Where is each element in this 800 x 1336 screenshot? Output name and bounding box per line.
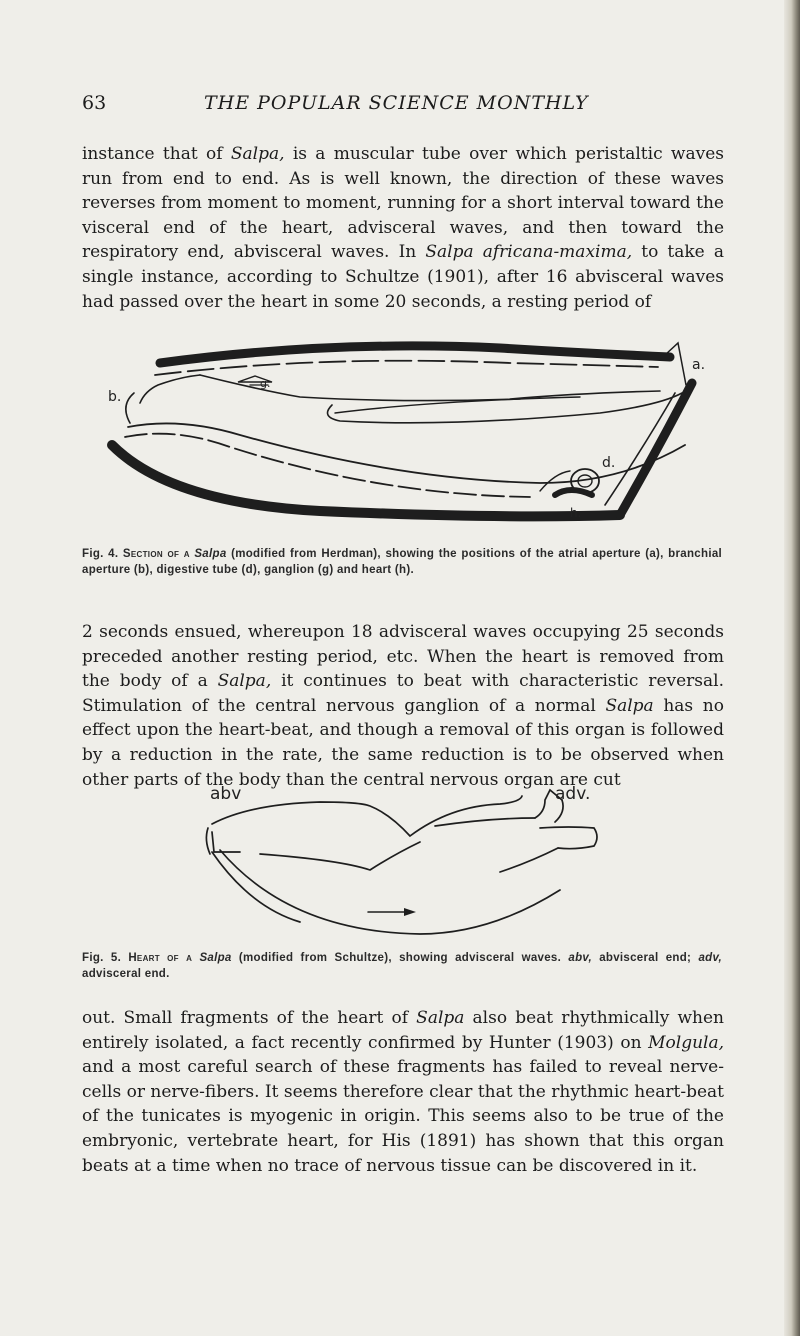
label-g: g. <box>260 377 271 390</box>
figure-4-salpa-section <box>100 335 720 525</box>
paragraph-2: 2 seconds ensued, whereupon 18 advisceral waves occupying 25 seconds preceded another resting period, etc. When the heart is removed from the body of a Salpa, it continues to beat with characteristic reversal. Stimulation of the central nervous ganglion of a normal Salpa has no effect upon the heart-beat, and though a removal of this organ is followed by a reduction in the rate, the same reduction is to be observed when other parts of the body than the central nervous organ are cut <box>82 622 724 790</box>
figure-5-caption: Fig. 5. Heart of a Salpa (modified from Schultze), showing advisceral waves. abv, abvisceral end; adv, advisceral end. <box>82 952 723 980</box>
figure-4-caption: Fig. 4. Section of a Salpa (modified from Herdman), showing the positions of the atrial aperture (a), branchial aperture (b), digestive tube (d), ganglion (g) and heart (h). <box>82 548 723 576</box>
paragraph-1: instance that of Salpa, is a muscular tube over which peristaltic waves run from end to end. As is well known, the direction of these waves reverses from moment to moment, running for a short interval toward the visceral end of the heart, advisceral waves, and then toward the respiratory end, abvisceral waves. In Salpa africana-maxima, to take a single instance, according to Schultze (1901), after 16 abvisceral waves had passed over the heart in some 20 seconds, a resting period of <box>82 144 724 312</box>
label-adv: adv. <box>555 784 591 804</box>
running-title: THE POPULAR SCIENCE MONTHLY <box>204 92 589 114</box>
paragraph-3: out. Small fragments of the heart of Salpa also beat rhythmically when entirely isolated, a fact recently confirmed by Hunter (1903) on Molgula, and a most careful search of these fragments has failed to reveal nerve-cells or nerve-fibers. It seems therefore clear that the rhythmic heart-beat of the tunicates is myogenic in origin. This seems also to be true of the embryonic, vertebrate heart, for His (1891) has shown that this organ beats at a time when no trace of nervous tissue can be discovered in it. <box>82 1008 725 1176</box>
label-h: h. <box>570 506 582 520</box>
label-d: d. <box>602 455 616 471</box>
page-header <box>82 92 722 118</box>
page-edge-shadow <box>784 0 800 1336</box>
label-b: b. <box>108 389 122 405</box>
page-number: 63 <box>82 92 107 114</box>
label-abv: abv <box>210 784 242 804</box>
figure-5-salpa-heart <box>190 782 630 942</box>
label-a: a. <box>692 357 706 373</box>
